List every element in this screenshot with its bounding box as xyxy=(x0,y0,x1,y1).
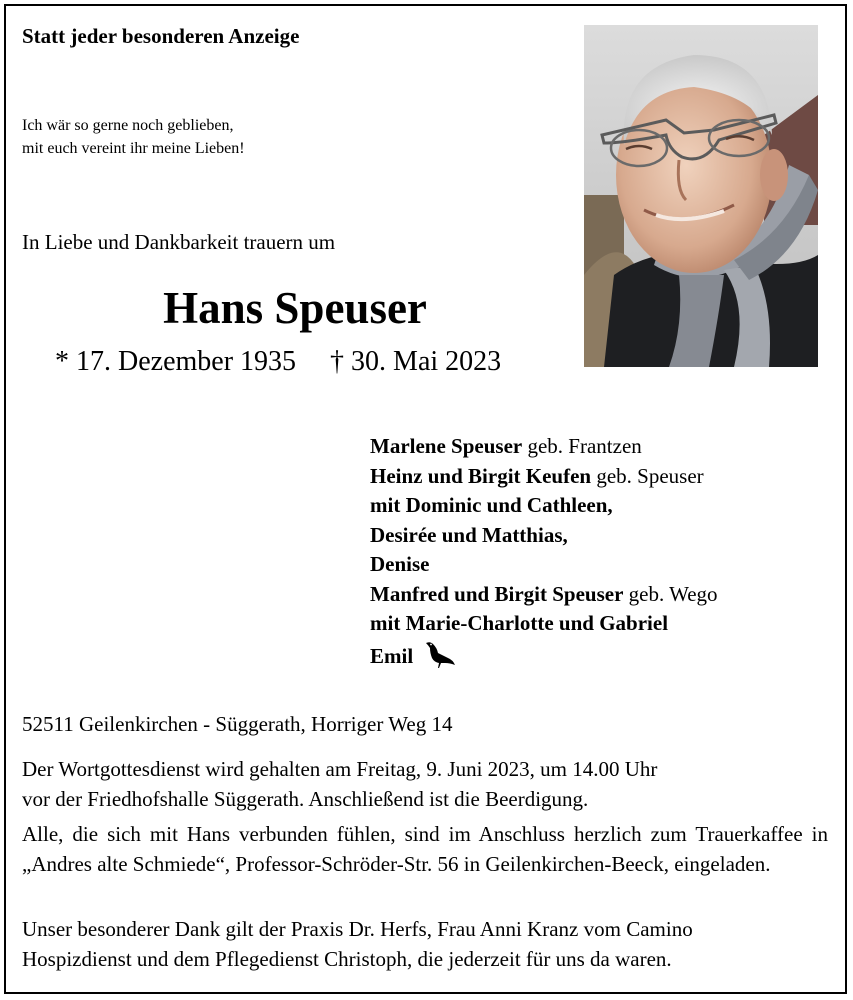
portrait-photo xyxy=(584,25,818,367)
verse xyxy=(22,114,245,160)
notice-heading: Statt jeder besonderen Anzeige xyxy=(22,24,300,48)
coffee-invitation: Alle, die sich mit Hans verbunden fühlen, sind im Anschluss herzlich zum Trauerkaffee in „Andres alte Schmiede“, Professor-Schröder-Str. 56 in Geilenkirchen-Beeck, eingeladen. xyxy=(22,822,828,876)
family-member: Marlene Speuser geb. Frantzen xyxy=(370,434,642,458)
family-member: mit Marie-Charlotte und Gabriel xyxy=(370,611,669,635)
death-date: † 30. Mai 2023 xyxy=(330,346,502,377)
family-member: Desirée und Matthias, xyxy=(370,522,568,547)
family-member: Heinz und Birgit Keufen geb. Speuser xyxy=(370,463,704,488)
deceased-name: Hans Speuser xyxy=(163,283,427,333)
mourning-intro: In Liebe und Dankbarkeit trauern um xyxy=(22,230,336,254)
address: 52511 Geilenkirchen - Süggerath, Horriger Weg 14 xyxy=(22,712,453,736)
life-dates xyxy=(55,346,501,378)
service-info: Der Wortgottesdienst wird gehalten am Freitag, 9. Juni 2023, um 14.00 Uhr vor der Friedhofshalle Süggerath. Anschließend ist die Beerdigung. xyxy=(22,757,658,811)
bird-icon xyxy=(424,639,456,678)
family-list xyxy=(370,432,718,677)
verse-line: Ich wär so gerne noch geblieben, xyxy=(22,117,234,134)
verse-line: mit euch vereint ihr meine Lieben! xyxy=(22,140,245,157)
thanks-note: Unser besonderer Dank gilt der Praxis Dr. Herfs, Frau Anni Kranz vom Camino Hospizdienst und dem Pflegedienst Christoph, die jederzeit für uns da waren. xyxy=(22,917,693,971)
family-member: Denise xyxy=(370,552,430,576)
family-member: Manfred und Birgit Speuser geb. Wego xyxy=(370,581,718,606)
family-member: mit Dominic und Cathleen, xyxy=(370,493,613,517)
birth-date: * 17. Dezember 1935 xyxy=(55,346,297,377)
family-member: Emil xyxy=(370,639,718,678)
